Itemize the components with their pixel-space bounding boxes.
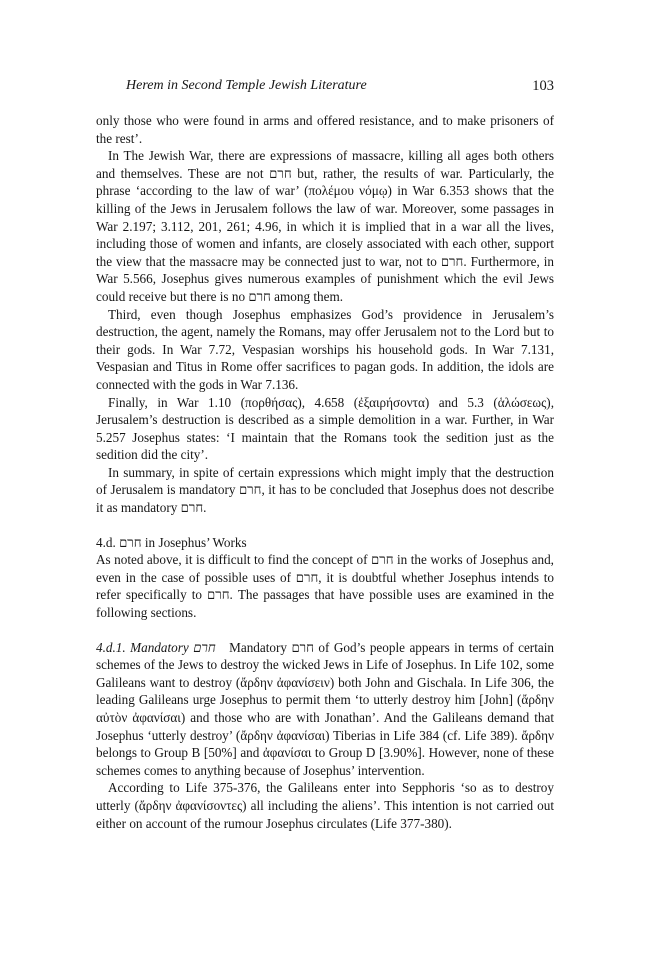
paragraph-finally: Finally, in War 1.10 (πορθήσας), 4.658 (ἐξαιρήσοντα) and 5.3 (ἁλώσεως), Jerusalem’s destruction is described as a simple demolition in a war. Further, in War 5.257 Josephus states: ‘I maintain that the Romans took the sedition just as the sedition did the city’.: [96, 394, 554, 463]
running-title: Herem in Second Temple Jewish Literature: [126, 78, 367, 93]
paragraph-jewish-war: In The Jewish War, there are expressions of massacre, killing all ages both others and themselves. These are not חרם but, rather, the results of war. Particularly, the phrase ‘according to the law of war’ (πολέμου νόμῳ) in War 6.353 shows that the killing of the Jews in Jerusalem follows the law of war. Moreover, some passages in War 2.197; 3.112, 201, 261; 4.96, in which it is implied that in a war all the lives, including those of women and infants, are closely associated with each other, support the view that the massacre may be connected just to war, not to חרם. Furthermore, in War 5.566, Josephus gives numerous examples of punishment which the evil Jews could receive but there is no חרם among them.: [96, 148, 554, 304]
subsection-paragraph-1: [96, 639, 554, 780]
running-head: [96, 78, 554, 100]
book-page: [96, 78, 554, 832]
subsection-heading: 4.d.1. Mandatory חרם: [96, 639, 216, 655]
subsection-paragraph-2: According to Life 375-376, the Galileans enter into Sepphoris ‘so as to destroy utterly (ἄρδην ἀφανίσοντες) all including the aliens’. This intention is not carried out either on account of the rumour Josephus circulates (Life 377-380).: [96, 780, 554, 831]
paragraph-summary: In summary, in spite of certain expressions which might imply that the destruction of Jerusalem is mandatory חרם, it has to be concluded that Josephus does not describe it as mandatory חרם.: [96, 464, 554, 516]
paragraph-third: Third, even though Josephus emphasizes God’s providence in Jerusalem’s destruction, the agent, namely the Romans, may offer Jerusalem not to the Lord but to their gods. In War 7.72, Vespasian worships his household gods. In War 7.131, Vespasian and Titus in Rome offer sacrifices to pagan gods. In addition, the idols are connected with the gods in War 7.136.: [96, 306, 554, 392]
body-text: [96, 112, 554, 832]
subsection-spacer: [96, 622, 554, 639]
subsection-paragraph-1-text: Mandatory חרם of God’s people appears in terms of certain schemes of the Jews to destroy the wicked Jews in Life of Josephus. In Life 102, some Galileans want to destroy (ἄρδην ἀφανίσειν) both John and Gischala. In Life 306, the leading Galileans urge Josephus to permit them ‘to utterly destroy him [John] (ἄρδην αὐτὸν ἀφανίσαι) and those who are with Jonathan’. And the Galileans demand that Josephus ‘utterly destroy’ (ἄρδην ἀφανίσαι) Tiberias in Life 384 (cf. Life 389). ἄρδην belongs to Group B [50%] and ἀφανίσαι to Group D [3.90%]. However, none of these schemes comes to anything because of Josephus’ intervention.: [96, 639, 554, 778]
paragraph-continuation: only those who were found in arms and offered resistance, and to make prisoners of the rest’.: [96, 113, 554, 146]
section-spacer: [96, 517, 554, 534]
section-intro-paragraph: As noted above, it is difficult to find the concept of חרם in the works of Josephus and, even in the case of possible uses of חרם, it is doubtful whether Josephus intends to refer specifically to חרם. The passages that have possible uses are examined in the following sections.: [96, 552, 554, 621]
section-heading: 4.d. חרם in Josephus’ Works: [96, 534, 247, 550]
page-number: 103: [532, 78, 554, 94]
